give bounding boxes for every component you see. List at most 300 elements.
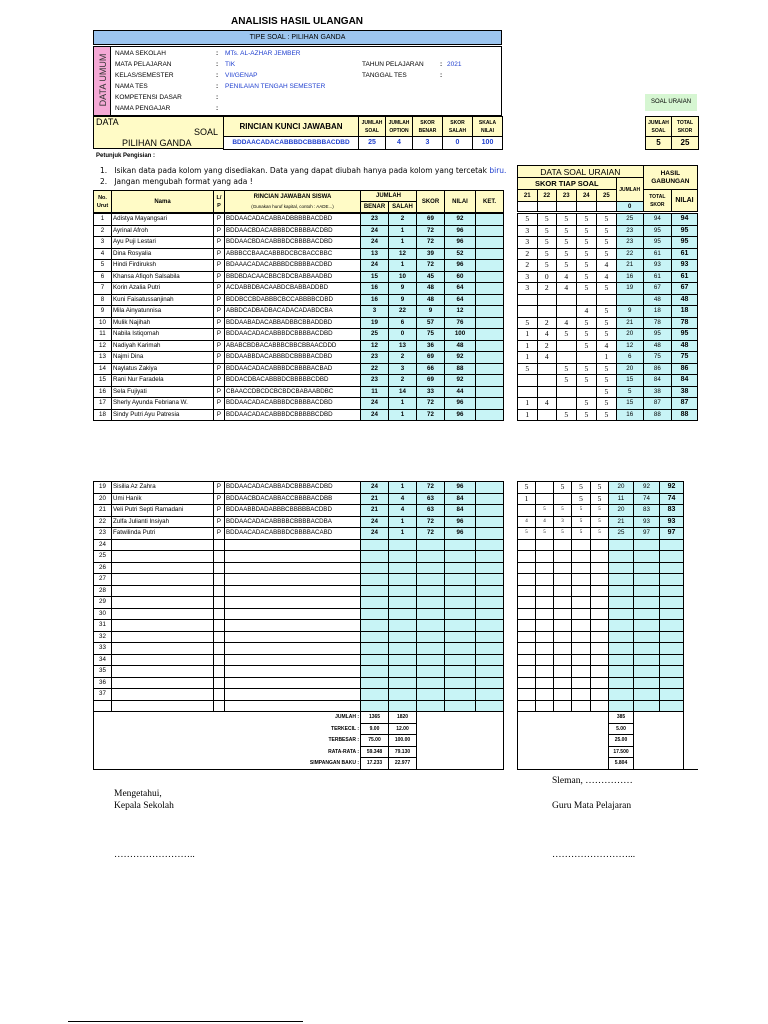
uraian-score-cell[interactable]: 3: [518, 271, 538, 283]
student-gender[interactable]: [214, 608, 225, 620]
uraian-score-cell[interactable]: 5: [537, 248, 557, 260]
uraian-score-cell[interactable]: [536, 539, 554, 551]
uraian-score-cell[interactable]: [572, 620, 591, 632]
uraian-score-cell[interactable]: [591, 620, 609, 632]
uraian-score-cell[interactable]: 5: [591, 482, 609, 494]
ket-cell[interactable]: [476, 294, 504, 306]
uraian-score-cell[interactable]: [554, 689, 572, 701]
uraian-score-cell[interactable]: 5: [557, 329, 577, 341]
uraian-score-cell[interactable]: 5: [597, 386, 617, 398]
uraian-score-cell[interactable]: 4: [518, 516, 536, 528]
uraian-score-cell[interactable]: 3: [518, 225, 538, 237]
uraian-score-cell[interactable]: 4: [537, 398, 557, 410]
uraian-score-cell[interactable]: [518, 294, 538, 306]
student-gender[interactable]: [214, 666, 225, 678]
uraian-score-cell[interactable]: 5: [597, 363, 617, 375]
uraian-score-cell[interactable]: 1: [518, 493, 536, 505]
student-answers[interactable]: BDDAACADACABBBDCBBBBACABD: [225, 528, 361, 540]
uraian-score-cell[interactable]: 4: [597, 340, 617, 352]
student-name[interactable]: [112, 539, 214, 551]
student-name[interactable]: Ayu Puji Lestari: [112, 237, 214, 249]
student-gender[interactable]: [214, 562, 225, 574]
uraian-score-cell[interactable]: 3: [554, 516, 572, 528]
uraian-score-cell[interactable]: 5: [576, 225, 597, 237]
uraian-score-cell[interactable]: 5: [518, 482, 536, 494]
uraian-score-cell[interactable]: 5: [557, 225, 577, 237]
student-gender[interactable]: P: [214, 260, 225, 272]
uraian-score-cell[interactable]: 5: [518, 317, 538, 329]
student-name[interactable]: Sindy Putri Ayu Patresia: [112, 409, 214, 421]
uraian-score-cell[interactable]: [518, 597, 536, 609]
student-answers[interactable]: BDDAACADACABBADBBBBBACDBD: [225, 214, 361, 226]
uraian-score-cell[interactable]: 5: [537, 225, 557, 237]
uraian-score-cell[interactable]: 5: [572, 482, 591, 494]
student-answers[interactable]: BDDACDBACABBBDCBBBBBCDBD: [225, 375, 361, 387]
student-gender[interactable]: P: [214, 505, 225, 517]
uraian-score-cell[interactable]: [591, 654, 609, 666]
uraian-score-cell[interactable]: 5: [537, 237, 557, 249]
student-answers[interactable]: [225, 631, 361, 643]
uraian-score-cell[interactable]: [518, 643, 536, 655]
uraian-score-cell[interactable]: 5: [557, 237, 577, 249]
student-name[interactable]: Sela Fujiyati: [112, 386, 214, 398]
uraian-score-cell[interactable]: 5: [576, 317, 597, 329]
uraian-score-cell[interactable]: [518, 620, 536, 632]
uraian-score-cell[interactable]: [536, 585, 554, 597]
uraian-score-cell[interactable]: 5: [557, 363, 577, 375]
uraian-score-cell[interactable]: [557, 294, 577, 306]
uraian-score-cell[interactable]: 5: [572, 528, 591, 540]
uraian-score-cell[interactable]: [572, 666, 591, 678]
uraian-score-cell[interactable]: 3: [518, 237, 538, 249]
student-answers[interactable]: BDDAABBDADABBBCBBBBBACDBD: [225, 505, 361, 517]
student-name[interactable]: [112, 677, 214, 689]
ket-cell[interactable]: [476, 260, 504, 272]
uraian-score-cell[interactable]: 5: [518, 363, 538, 375]
uraian-score-cell[interactable]: 5: [597, 248, 617, 260]
student-gender[interactable]: P: [214, 340, 225, 352]
student-name[interactable]: [112, 551, 214, 563]
uraian-score-cell[interactable]: 5: [554, 505, 572, 517]
uraian-score-cell[interactable]: 5: [576, 340, 597, 352]
uraian-score-cell[interactable]: 2: [518, 248, 538, 260]
student-gender[interactable]: [214, 551, 225, 563]
jumlah-option-field[interactable]: 4: [386, 137, 413, 150]
tahun-value[interactable]: 2021: [447, 61, 462, 68]
student-answers[interactable]: [225, 700, 361, 712]
ket-cell[interactable]: [476, 340, 504, 352]
student-name[interactable]: [112, 666, 214, 678]
uraian-score-cell[interactable]: 5: [537, 214, 557, 226]
uraian-score-cell[interactable]: [597, 294, 617, 306]
uraian-score-cell[interactable]: 5: [557, 248, 577, 260]
uraian-score-cell[interactable]: [537, 306, 557, 318]
student-answers[interactable]: [225, 654, 361, 666]
uraian-score-cell[interactable]: [572, 608, 591, 620]
student-name[interactable]: [112, 620, 214, 632]
uraian-score-cell[interactable]: [518, 608, 536, 620]
uraian-score-cell[interactable]: 5: [536, 505, 554, 517]
student-gender[interactable]: P: [214, 409, 225, 421]
uraian-score-cell[interactable]: [536, 551, 554, 563]
student-name[interactable]: Mulik Najihah: [112, 317, 214, 329]
ket-cell[interactable]: [476, 409, 504, 421]
uraian-score-cell[interactable]: [537, 386, 557, 398]
student-name[interactable]: [112, 689, 214, 701]
student-name[interactable]: Fatwilinda Putri: [112, 528, 214, 540]
student-name[interactable]: Zulfa Julianti Insiyah: [112, 516, 214, 528]
uraian-score-cell[interactable]: 5: [591, 528, 609, 540]
uraian-score-cell[interactable]: 5: [576, 237, 597, 249]
uraian-score-cell[interactable]: [557, 306, 577, 318]
student-name[interactable]: Hindi Firdiruksh: [112, 260, 214, 272]
student-name[interactable]: Naylatus Zakiya: [112, 363, 214, 375]
uraian-score-cell[interactable]: [536, 620, 554, 632]
uraian-score-cell[interactable]: 1: [518, 340, 538, 352]
uraian-score-cell[interactable]: [536, 597, 554, 609]
student-gender[interactable]: [214, 654, 225, 666]
ket-cell[interactable]: [476, 225, 504, 237]
student-answers[interactable]: BBDBDACAACBBCBDCBABBAADBD: [225, 271, 361, 283]
uraian-score-cell[interactable]: [591, 689, 609, 701]
uraian-score-cell[interactable]: 5: [576, 248, 597, 260]
student-gender[interactable]: P: [214, 516, 225, 528]
student-name[interactable]: [112, 574, 214, 586]
student-name[interactable]: Nadiyah Karimah: [112, 340, 214, 352]
mapel-value[interactable]: TIK: [225, 61, 236, 68]
uraian-score-cell[interactable]: 5: [597, 317, 617, 329]
uraian-score-cell[interactable]: 3: [518, 283, 538, 295]
uraian-score-cell[interactable]: [518, 654, 536, 666]
student-gender[interactable]: [214, 597, 225, 609]
student-answers[interactable]: BDDBCCBDABBBCBCCABBBBCDBD: [225, 294, 361, 306]
student-gender[interactable]: P: [214, 317, 225, 329]
uraian-score-cell[interactable]: [518, 539, 536, 551]
uraian-score-cell[interactable]: [572, 551, 591, 563]
uraian-score-cell[interactable]: [536, 677, 554, 689]
student-gender[interactable]: [214, 643, 225, 655]
uraian-score-cell[interactable]: [591, 585, 609, 597]
uraian-score-cell[interactable]: [591, 562, 609, 574]
uraian-score-cell[interactable]: [591, 700, 609, 712]
uraian-score-cell[interactable]: [576, 386, 597, 398]
uraian-score-cell[interactable]: 5: [576, 398, 597, 410]
uraian-score-cell[interactable]: [576, 352, 597, 364]
student-name[interactable]: [112, 562, 214, 574]
uraian-score-cell[interactable]: 1: [518, 329, 538, 341]
student-answers[interactable]: BDDAACADACABBBDCBBBBACBAD: [225, 363, 361, 375]
student-gender[interactable]: P: [214, 329, 225, 341]
uraian-score-cell[interactable]: [591, 666, 609, 678]
uraian-score-cell[interactable]: 2: [537, 317, 557, 329]
uraian-score-cell[interactable]: 5: [554, 482, 572, 494]
uraian-score-cell[interactable]: 5: [576, 375, 597, 387]
uraian-score-cell[interactable]: [554, 631, 572, 643]
uraian-score-cell[interactable]: 5: [576, 260, 597, 272]
uraian-score-cell[interactable]: [554, 574, 572, 586]
student-gender[interactable]: [214, 677, 225, 689]
student-gender[interactable]: P: [214, 294, 225, 306]
uraian-score-cell[interactable]: 5: [597, 214, 617, 226]
student-answers[interactable]: [225, 620, 361, 632]
kelas-value[interactable]: VII/GENAP: [225, 72, 258, 79]
uraian-score-cell[interactable]: [518, 666, 536, 678]
student-name[interactable]: Dina Rosyalia: [112, 248, 214, 260]
student-answers[interactable]: CBAACCDBCDCBCBDCBABAABDBC: [225, 386, 361, 398]
uraian-score-cell[interactable]: [537, 375, 557, 387]
uraian-score-cell[interactable]: [572, 562, 591, 574]
student-answers[interactable]: BDDAABBDACABBBDCBBBBACDBD: [225, 352, 361, 364]
ket-cell[interactable]: [476, 528, 504, 540]
uraian-score-cell[interactable]: 5: [591, 505, 609, 517]
student-name[interactable]: Mila Ainyatunnisa: [112, 306, 214, 318]
uraian-score-cell[interactable]: 5: [536, 528, 554, 540]
uraian-score-cell[interactable]: [591, 631, 609, 643]
student-gender[interactable]: [214, 585, 225, 597]
student-gender[interactable]: P: [214, 306, 225, 318]
uraian-score-cell[interactable]: [576, 294, 597, 306]
uraian-score-cell[interactable]: [536, 631, 554, 643]
skor-benar-field[interactable]: 3: [413, 137, 443, 150]
student-name[interactable]: [112, 643, 214, 655]
uraian-score-cell[interactable]: 5: [591, 516, 609, 528]
uraian-score-cell[interactable]: [557, 340, 577, 352]
uraian-score-cell[interactable]: [591, 539, 609, 551]
uraian-score-cell[interactable]: [572, 539, 591, 551]
student-answers[interactable]: BDDAACBDACABBBDCBBBBACDBD: [225, 225, 361, 237]
student-gender[interactable]: [214, 700, 225, 712]
student-name[interactable]: [112, 700, 214, 712]
uraian-score-cell[interactable]: 4: [576, 306, 597, 318]
uraian-score-cell[interactable]: [518, 585, 536, 597]
ket-cell[interactable]: [476, 363, 504, 375]
uraian-score-cell[interactable]: 5: [597, 283, 617, 295]
uraian-score-cell[interactable]: 5: [576, 409, 597, 421]
student-name[interactable]: Adistya Mayangsari: [112, 214, 214, 226]
uraian-score-cell[interactable]: [554, 608, 572, 620]
uraian-score-cell[interactable]: [554, 654, 572, 666]
ket-cell[interactable]: [476, 214, 504, 226]
student-answers[interactable]: BDDAACADACABBADCBBBBACDBD: [225, 482, 361, 494]
uraian-score-cell[interactable]: 1: [518, 352, 538, 364]
uraian-score-cell[interactable]: [554, 700, 572, 712]
uraian-score-cell[interactable]: [518, 306, 538, 318]
uraian-score-cell[interactable]: [554, 643, 572, 655]
uraian-score-cell[interactable]: 2: [537, 340, 557, 352]
uraian-score-cell[interactable]: 5: [597, 225, 617, 237]
uraian-score-cell[interactable]: [557, 352, 577, 364]
skor-salah-field[interactable]: 0: [443, 137, 473, 150]
student-name[interactable]: Ayrinal Afroh: [112, 225, 214, 237]
uraian-score-cell[interactable]: [554, 562, 572, 574]
student-name[interactable]: Veli Putri Septi Ramadani: [112, 505, 214, 517]
ket-cell[interactable]: [476, 398, 504, 410]
ket-cell[interactable]: [476, 482, 504, 494]
student-gender[interactable]: P: [214, 248, 225, 260]
student-name[interactable]: [112, 597, 214, 609]
uraian-score-cell[interactable]: [536, 654, 554, 666]
student-answers[interactable]: ABABCBDBACABBBCBBCBBAACDDD: [225, 340, 361, 352]
student-gender[interactable]: P: [214, 482, 225, 494]
student-gender[interactable]: P: [214, 528, 225, 540]
uraian-score-cell[interactable]: [591, 643, 609, 655]
ket-cell[interactable]: [476, 271, 504, 283]
uraian-score-cell[interactable]: 5: [518, 214, 538, 226]
student-answers[interactable]: [225, 643, 361, 655]
uraian-score-cell[interactable]: 5: [597, 237, 617, 249]
uraian-score-cell[interactable]: 4: [557, 283, 577, 295]
student-answers[interactable]: BDDAABADACABBADBBCBBADDBD: [225, 317, 361, 329]
student-gender[interactable]: P: [214, 493, 225, 505]
uraian-score-cell[interactable]: [536, 643, 554, 655]
uraian-score-cell[interactable]: 5: [576, 363, 597, 375]
student-answers[interactable]: BDDAACADACABBBDCBBBBACDBD: [225, 398, 361, 410]
uraian-score-cell[interactable]: 5: [576, 283, 597, 295]
uraian-score-cell[interactable]: 4: [557, 317, 577, 329]
student-answers[interactable]: ACDABBDBACAABDCBABBADDBD: [225, 283, 361, 295]
uraian-score-cell[interactable]: [572, 700, 591, 712]
uraian-score-cell[interactable]: 5: [591, 493, 609, 505]
uraian-score-cell[interactable]: [572, 574, 591, 586]
ket-cell[interactable]: [476, 352, 504, 364]
uraian-score-cell[interactable]: 2: [537, 283, 557, 295]
uraian-score-cell[interactable]: 5: [576, 271, 597, 283]
student-name[interactable]: Kuni Faisatussanjinah: [112, 294, 214, 306]
uraian-score-cell[interactable]: [518, 562, 536, 574]
ket-cell[interactable]: [476, 493, 504, 505]
student-answers[interactable]: [225, 666, 361, 678]
uraian-score-cell[interactable]: 5: [557, 375, 577, 387]
ket-cell[interactable]: [476, 306, 504, 318]
student-gender[interactable]: P: [214, 363, 225, 375]
uraian-score-cell[interactable]: 5: [597, 409, 617, 421]
uraian-score-cell[interactable]: 4: [537, 352, 557, 364]
uraian-score-cell[interactable]: 4: [597, 260, 617, 272]
student-name[interactable]: Korin Azalia Putri: [112, 283, 214, 295]
student-name[interactable]: [112, 631, 214, 643]
student-gender[interactable]: P: [214, 283, 225, 295]
uraian-score-cell[interactable]: [518, 631, 536, 643]
student-gender[interactable]: P: [214, 375, 225, 387]
uraian-score-cell[interactable]: [554, 666, 572, 678]
uraian-score-cell[interactable]: 5: [597, 329, 617, 341]
uraian-score-cell[interactable]: 5: [576, 214, 597, 226]
uraian-score-cell[interactable]: [554, 677, 572, 689]
uraian-score-cell[interactable]: [572, 631, 591, 643]
uraian-score-cell[interactable]: [572, 689, 591, 701]
student-gender[interactable]: P: [214, 398, 225, 410]
student-name[interactable]: [112, 654, 214, 666]
uraian-score-cell[interactable]: 1: [597, 352, 617, 364]
ket-cell[interactable]: [476, 375, 504, 387]
uraian-score-cell[interactable]: [591, 551, 609, 563]
student-gender[interactable]: [214, 631, 225, 643]
ket-cell[interactable]: [476, 386, 504, 398]
student-gender[interactable]: P: [214, 225, 225, 237]
uraian-score-cell[interactable]: [537, 409, 557, 421]
student-name[interactable]: Umi Hanik: [112, 493, 214, 505]
kunci-jawaban-field[interactable]: BDDAACADACABBBDCBBBBACDBD: [224, 137, 359, 150]
student-answers[interactable]: BDDAACADACABBBDCBBBBACDBD: [225, 329, 361, 341]
uraian-score-cell[interactable]: 4: [536, 516, 554, 528]
ket-cell[interactable]: [476, 329, 504, 341]
student-answers[interactable]: [225, 608, 361, 620]
student-gender[interactable]: P: [214, 214, 225, 226]
student-gender[interactable]: [214, 574, 225, 586]
uraian-score-cell[interactable]: [554, 551, 572, 563]
uraian-score-cell[interactable]: [554, 539, 572, 551]
ket-cell[interactable]: [476, 248, 504, 260]
student-name[interactable]: Sherly Ayunda Febriana W.: [112, 398, 214, 410]
uraian-score-cell[interactable]: [536, 700, 554, 712]
student-name[interactable]: Najmi Dina: [112, 352, 214, 364]
student-answers[interactable]: BDDAACADACABBBBCBBBBACDBA: [225, 516, 361, 528]
uraian-score-cell[interactable]: [554, 620, 572, 632]
nama-sekolah-value[interactable]: MTs. AL-AZHAR JEMBER: [225, 50, 301, 57]
student-answers[interactable]: [225, 551, 361, 563]
student-gender[interactable]: P: [214, 271, 225, 283]
student-answers[interactable]: ABBBCCBAACABBBDCBCBACCBBC: [225, 248, 361, 260]
student-answers[interactable]: [225, 562, 361, 574]
uraian-score-cell[interactable]: [536, 493, 554, 505]
student-name[interactable]: Rani Nur Faradela: [112, 375, 214, 387]
uraian-score-cell[interactable]: [536, 608, 554, 620]
uraian-score-cell[interactable]: 5: [572, 505, 591, 517]
uraian-score-cell[interactable]: [518, 574, 536, 586]
uraian-score-cell[interactable]: [557, 398, 577, 410]
uraian-score-cell[interactable]: 5: [572, 516, 591, 528]
uraian-score-cell[interactable]: 5: [557, 214, 577, 226]
uraian-score-cell[interactable]: 5: [597, 375, 617, 387]
uraian-score-cell[interactable]: [518, 551, 536, 563]
uraian-score-cell[interactable]: [591, 597, 609, 609]
uraian-score-cell[interactable]: 4: [597, 271, 617, 283]
student-answers[interactable]: BDDAACBDACABBACCBBBBACDBB: [225, 493, 361, 505]
uraian-score-cell[interactable]: [572, 597, 591, 609]
uraian-score-cell[interactable]: [536, 689, 554, 701]
uraian-score-cell[interactable]: 5: [554, 528, 572, 540]
student-gender[interactable]: [214, 620, 225, 632]
uraian-score-cell[interactable]: [518, 700, 536, 712]
uraian-score-cell[interactable]: [591, 574, 609, 586]
uraian-score-cell[interactable]: [518, 689, 536, 701]
ket-cell[interactable]: [476, 283, 504, 295]
uraian-score-cell[interactable]: [518, 375, 538, 387]
uraian-score-cell[interactable]: 5: [518, 528, 536, 540]
uraian-score-cell[interactable]: 1: [518, 409, 538, 421]
ket-cell[interactable]: [476, 237, 504, 249]
jumlah-soal-field[interactable]: 25: [359, 137, 386, 150]
uraian-score-cell[interactable]: 4: [557, 271, 577, 283]
uraian-score-cell[interactable]: [572, 643, 591, 655]
student-answers[interactable]: ABBDCADBADBACADACADABDCBA: [225, 306, 361, 318]
uraian-score-cell[interactable]: [554, 585, 572, 597]
uraian-score-cell[interactable]: 2: [518, 260, 538, 272]
student-answers[interactable]: BDDAACADACABBBDCBBBBBCDBD: [225, 409, 361, 421]
student-gender[interactable]: [214, 539, 225, 551]
uraian-score-cell[interactable]: 1: [518, 398, 538, 410]
nama-tes-value[interactable]: PENILAIAN TENGAH SEMESTER: [225, 83, 326, 90]
student-answers[interactable]: BDDAACBDACABBBDCBBBBACDBD: [225, 237, 361, 249]
student-name[interactable]: [112, 608, 214, 620]
student-answers[interactable]: [225, 574, 361, 586]
student-name[interactable]: Khansa Afiqoh Salsabila: [112, 271, 214, 283]
student-answers[interactable]: BDAAACADACABBBDCBBBBACDBD: [225, 260, 361, 272]
student-gender[interactable]: P: [214, 386, 225, 398]
student-gender[interactable]: P: [214, 237, 225, 249]
ket-cell[interactable]: [476, 317, 504, 329]
uraian-score-cell[interactable]: [572, 677, 591, 689]
